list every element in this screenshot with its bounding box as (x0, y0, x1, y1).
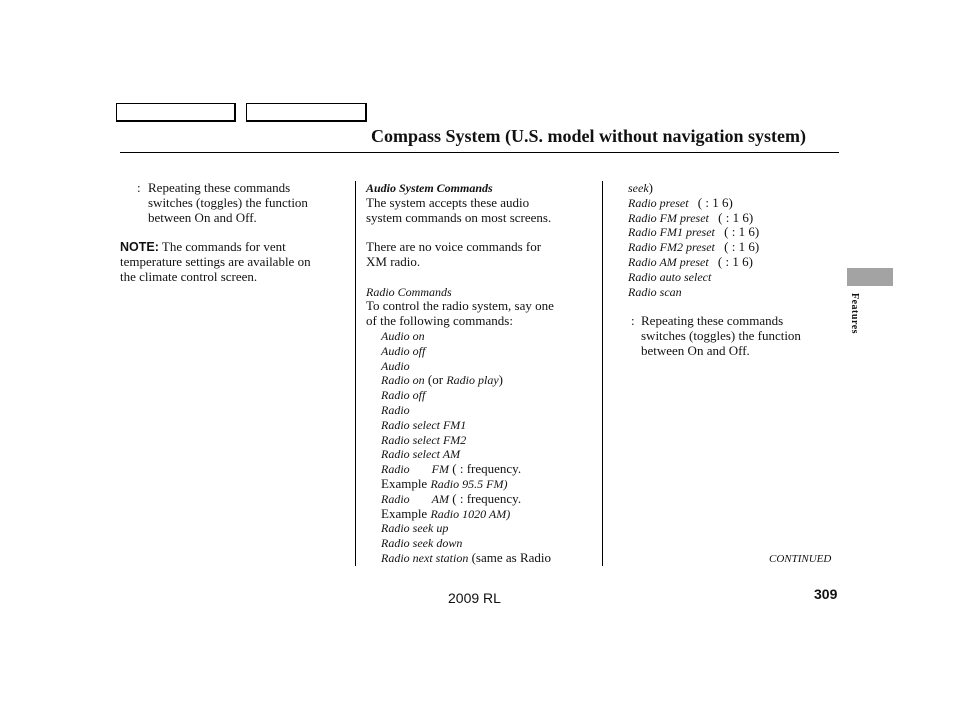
radio-commands-heading: Radio Commands (366, 284, 452, 299)
toggle-description: Repeating these commands switches (toggles) the function between On and Off. (148, 180, 308, 225)
audio-commands-heading: Audio System Commands (366, 181, 493, 195)
note-paragraph: NOTE: The commands for vent temperature settings are available on the climate control screen. (120, 239, 311, 284)
command-item: Radio select FM2 (381, 432, 467, 447)
command-item: Radio FM ( : frequency. (381, 461, 522, 477)
command-item: Radio scan (628, 284, 682, 299)
preset-command: Radio FM1 preset ( : 1 6) (628, 224, 760, 240)
column-middle: Audio System Commands The system accepts these audio system commands on most screens. There are no voice commands for XM radio. Radio Commands To control the radio system, say one of the following commands: Audio on Audio off Audio Radio on (or Radio play) Radio off Radio Radio select FM1 Radio select FM2 Radio select AM Radio FM ( : frequency. Example Radio 95.5 FM) Radio AM ( : frequency. Example Radio 1020 AM) Radio seek up Radio seek down Radio next station (same as Radio (366, 181, 598, 566)
header-tab-box-1 (116, 103, 236, 122)
command-item: Radio off (381, 388, 426, 403)
header-tab-box-2 (246, 103, 367, 122)
command-item: Audio off (381, 343, 426, 358)
command-item: Radio select AM (381, 447, 461, 462)
preset-command: Radio FM2 preset ( : 1 6) (628, 239, 760, 255)
command-item: Radio seek up (381, 521, 449, 536)
command-example: Example Radio 95.5 FM) (381, 475, 508, 491)
column-divider-2 (602, 181, 603, 566)
page-number: 309 (814, 586, 838, 602)
command-example: Example Radio 1020 AM) (381, 505, 511, 521)
section-tab-marker (847, 268, 893, 286)
column-left: : Repeating these commands switches (toggles) the function between On and Off. NOTE: The commands for vent temperature settings are available on the climate control screen. (120, 181, 350, 285)
column-divider-1 (355, 181, 356, 566)
toggle-description: : Repeating these commands switches (toggles) the function between On and Off. (631, 313, 801, 358)
command-item: Audio on (381, 328, 425, 343)
section-label: Features (848, 293, 860, 335)
preset-command: Radio preset ( : 1 6) (628, 194, 733, 210)
command-item: Radio select FM1 (381, 417, 467, 432)
command-item: Radio auto select (628, 269, 712, 284)
radio-command-list (366, 329, 598, 566)
page-title: Compass System (U.S. model without navigation system) (371, 126, 807, 146)
command-item: Radio seek down (381, 536, 463, 551)
footer-model: 2009 RL (448, 590, 501, 606)
continued-label: CONTINUED (769, 553, 832, 565)
command-item: Radio (381, 402, 410, 417)
column-right: seek) Radio preset ( : 1 6) Radio FM preset ( : 1 6) Radio FM1 preset ( : 1 6) Radio FM2 preset ( : 1 6) Radio AM preset ( : 1 6) Radio auto select Radio scan : Repeating these commands switches (toggles) the function between On and Off. (628, 181, 840, 359)
command-item: Radio next station (same as Radio (381, 549, 551, 565)
command-item: Audio (381, 358, 410, 373)
title-rule (120, 152, 839, 153)
preset-command: Radio AM preset ( : 1 6) (628, 253, 753, 269)
note-label: NOTE: (120, 240, 159, 255)
preset-command: Radio FM preset ( : 1 6) (628, 209, 754, 225)
command-item: Radio AM ( : frequency. (381, 490, 522, 506)
command-item: Radio on (or Radio play) (381, 372, 504, 388)
